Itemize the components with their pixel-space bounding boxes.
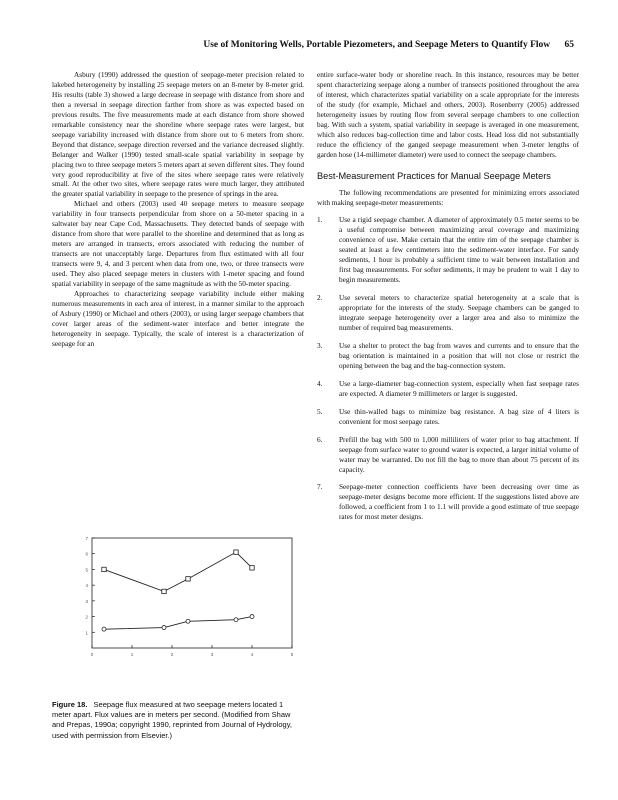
list-number: 7. [317,482,323,492]
data-point [162,589,166,593]
list-number: 4. [317,378,323,388]
paragraph: Asbury (1990) addressed the question of seepage-meter precision related to lakebed heterogeneity by installing 25 seepage meters on an 8-meter by 8-meter grid. His results (table 3) showed a large decrease in seepage with distance from shore and then a reversal in seepage direction farther from shore as was expected based on previous results. The five measurements made at each distance from shore showed remarkable consistency near the shoreline where seepage rates were largest, but seepage variability increased with distance from shore out to 6 meters from shore. Beyond that distance, seepage direction reversed and the variance decreased slightly. Belanger and Walker (1990) tested small-scale spatial variability in seepage by placing two to three seepage meters 5 meters apart at seven different sites. They found very good reproducibility at five of the sites where seepage rates were relatively small. At the other two sites, where seepage rates were much larger, they attributed the greater spatial variability in seepage to the presence of springs in the area. [52,70,304,199]
data-point [162,626,166,630]
list-item [317,407,579,427]
y-tick-label: 1 [85,630,88,636]
list-text: Seepage-meter connection coefficients have been decreasing over time as seepage-meter designs become more efficient. If the suggestions listed above are followed, a coefficient from 1 to 1.1 will provide a good estimate of true seepage rates for most meter designs. [339,482,579,522]
list-number: 6. [317,434,323,444]
list-item [317,482,579,522]
left-column [52,70,304,349]
series-line [104,617,252,630]
list-item [317,379,579,399]
figure-18-chart [52,530,304,678]
x-tick-label: 3 [210,652,214,657]
list-item [317,341,579,371]
x-tick-label: 1 [130,652,134,657]
data-point [234,618,238,622]
y-tick-label: 5 [85,567,88,573]
list-text: Use several meters to characterize spatial heterogeneity at a scale that is appropriate for the interests of the study. Seepage chambers can be ganged to integrate seepage heterogeneity over a larger area and also to minimize the number of required bag measurements. [339,293,579,333]
y-tick-label: 6 [85,551,88,557]
list-text: Use a shelter to protect the bag from waves and currents and to ensure that the bag orientation is maintained in a position that will not close or restrict the opening between the bag and the bag-connection system. [339,340,579,370]
figure-label: Figure 18. [52,700,88,709]
figure-caption-text: Seepage flux measured at two seepage meters located 1 meter apart. Flux values are in meters per second. (Modified from Shaw and Prepas, 1990a; copyright 1990, reprinted from Journal of Hydrology, used with permission from Elsevier.) [52,700,292,740]
series-line [104,552,252,591]
section-heading: Best-Measurement Practices for Manual Seepage Meters [317,170,551,181]
paragraph: entire surface-water body or shoreline reach. In this instance, resources may be better spent characterizing seepage along a number of transects positioned throughout the area of interest, which characterizes spatial variability on a scale appropriate for the interests of the study (for example, Michael and others, 2003). Rosenberry (2005) addressed heterogeneity issues by routing flow from several seepage chambers to one collection bag. With such a system, spatial variability in seepage is averaged in one measurement, which also reduces bag-collection time and labor costs. Head loss did not substantially reduce the efficiency of the ganged seepage measurement when 3-meter lengths of garden hose (14-millimeter diameter) were used to connect the seepage chambers. [317,70,579,159]
line-chart [52,530,304,678]
section-intro: The following recommendations are presented for minimizing errors associated with making seepage-meter measurements: [317,187,579,207]
list-text: Use a large-diameter bag-connection system, especially when fast seepage rates are expected. A diameter 9 millimeters or larger is suggested. [339,378,579,398]
x-tick-label: 0 [90,652,94,657]
data-point [250,615,254,619]
data-point [234,550,238,554]
paragraph: Approaches to characterizing seepage variability include either making numerous measurements in each area of interest, in a manner similar to the approach of Asbury (1990) or Michael and others (2003), or using larger seepage chambers that cover larger areas of the sediment-water interface and better integrate the heterogeneity in seepage. Typically, the scale of interest is a characterization of seepage for an [52,288,304,348]
y-tick-label: 2 [85,614,88,620]
plot-frame [92,538,292,648]
list-number: 3. [317,340,323,350]
recommendations-list [317,215,579,522]
data-point [102,627,106,631]
list-item [317,435,579,475]
x-tick-label: 2 [170,652,174,657]
running-title: Use of Monitoring Wells, Portable Piezometers, and Seepage Meters to Quantify Flow [203,40,551,50]
list-number: 1. [317,215,323,225]
list-text: Use thin-walled bags to minimize bag resistance. A bag size of 4 liters is convenient for most seepage rates. [339,406,579,426]
list-text: Use a rigid seepage chamber. A diameter of approximately 0.5 meter seems to be a useful compromise between maximizing areal coverage and maximizing convenience of use. Make certain that the entire rim of the seepage chamber is seated at least a few centimeters into the sediment-water interface. For sandy sediments, 1 hour is probably a sufficient time to wait between installation and first bag measurements. For softer sediments, it may be prudent to wait 1 day to begin measurements. [339,215,579,285]
right-column [317,70,579,530]
page-header [203,40,574,50]
data-point [186,619,190,623]
list-item [317,215,579,285]
x-tick-label: 5 [290,652,294,657]
y-tick-label: 4 [85,583,88,589]
y-tick-label: 3 [85,598,88,604]
list-number: 2. [317,293,323,303]
paragraph: Michael and others (2003) used 40 seepage meters to measure seepage variability in four transects perpendicular from shore on a 50-meter spacing in a saltwater bay near Cape Cod, Massachusetts. They detected bands of seepage with distance from shore that were parallel to the shoreline and determined that as long as meters are arranged in transects, errors associated with reducing the number of transects are not unacceptably large. Departures from flux estimated with all four transects were 9, 4, and 3 percent when data from one, two, or three transects were used. They also placed seepage meters in clusters with 1-meter spacing and found spatial variability in seepage of the same magnitude as with the 50-meter spacing. [52,199,304,289]
data-point [102,567,106,571]
data-point [250,566,254,570]
x-tick-label: 4 [250,652,254,657]
y-tick-label: 7 [85,536,88,541]
page-number: 65 [564,40,574,50]
figure-caption [52,700,304,741]
list-item [317,293,579,333]
list-number: 5. [317,406,323,416]
data-point [186,577,190,581]
list-text: Prefill the bag with 500 to 1,000 milliliters of water prior to bag attachment. If seepage from surface water to ground water is expected, a larger initial volume of water may be warranted. Do not fill the bag to more than about 75 percent of its capacity. [339,434,579,474]
